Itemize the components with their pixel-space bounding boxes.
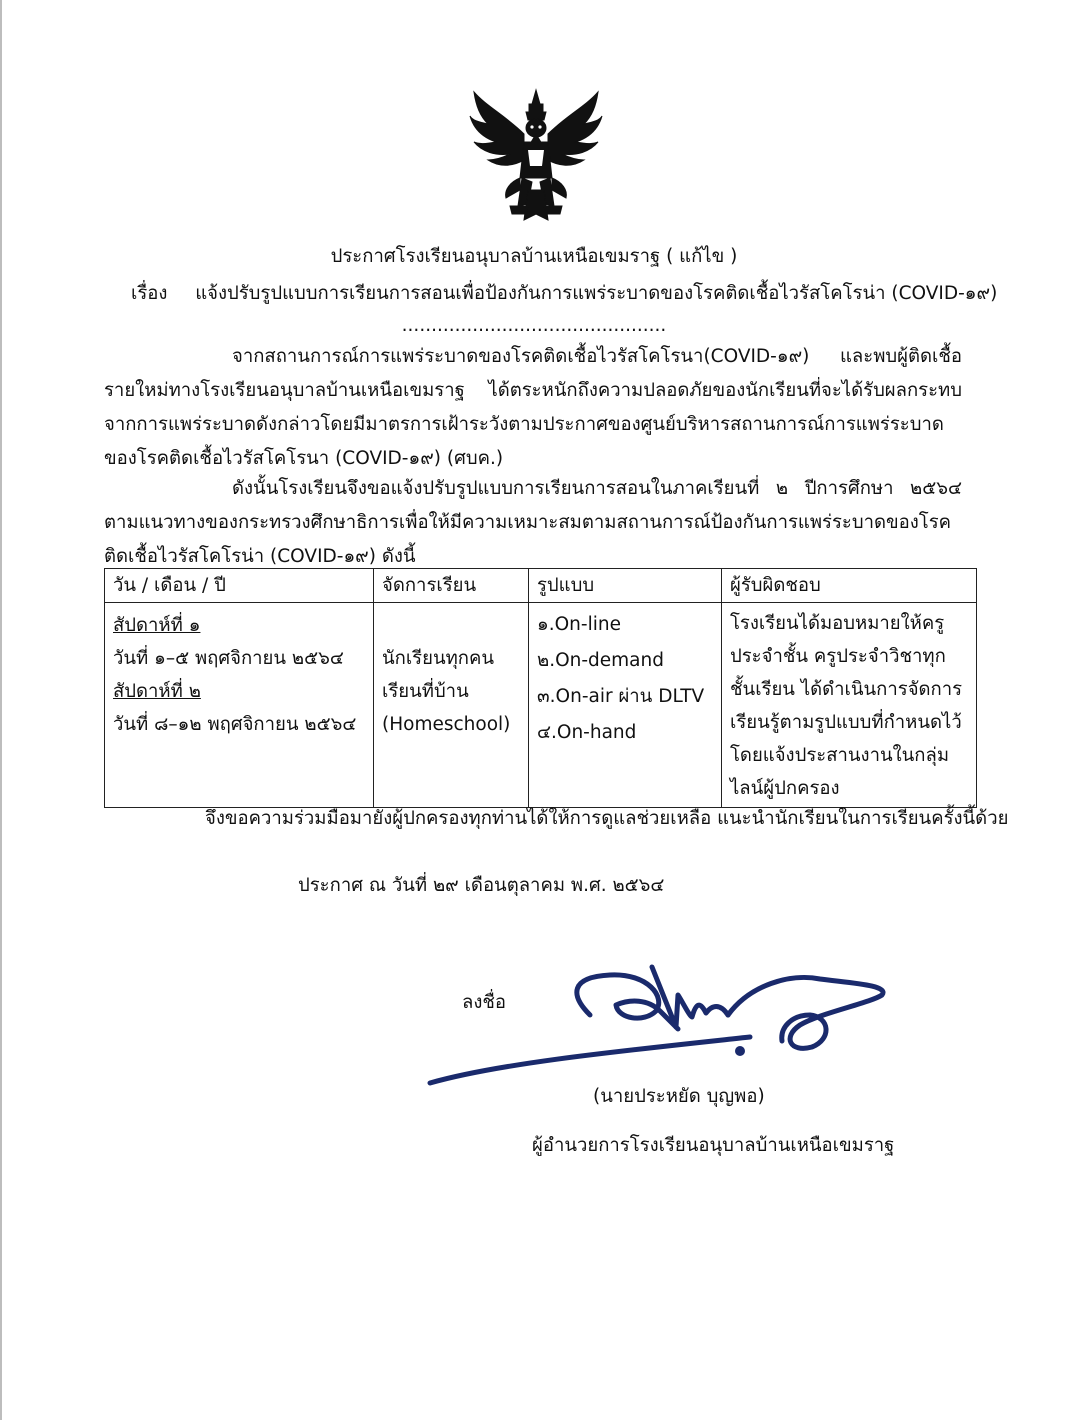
arrangement-line: เรียนที่บ้าน — [382, 681, 469, 702]
signature-scribble — [420, 955, 900, 1105]
format-item: ๑.On-line — [537, 614, 621, 635]
arrangement-line: (Homeschool) — [382, 714, 511, 735]
signatory-position: ผู้อำนวยการโรงเรียนอนุบาลบ้านเหนือเขมราฐ — [532, 1135, 895, 1156]
format-item: ๔.On-hand — [537, 722, 637, 743]
week2-label: สัปดาห์ที่ ๒ — [113, 681, 201, 702]
week2-range: วันที่ ๘–๑๒ พฤศจิกายน ๒๕๖๔ — [113, 714, 357, 735]
page-edge — [0, 0, 2, 1420]
sign-label: ลงชื่อ — [462, 992, 507, 1013]
closing-request: จึงขอความร่วมมือมายังผู้ปกครองทุกท่านได้ให้การดูแลช่วยเหลือ แนะนำนักเรียนในการเรียนครั้งนี้ด้วย — [205, 808, 1009, 829]
schedule-table — [104, 568, 977, 808]
responsible-line: ไลน์ผู้ปกครอง — [730, 778, 840, 799]
document-title: ประกาศโรงเรียนอนุบาลบ้านเหนือเขมราฐ ( แก้ไข ) — [330, 246, 738, 267]
arrangement-cell — [374, 603, 529, 808]
subject-line — [131, 281, 997, 307]
header-arrangement: จัดการเรียน — [374, 569, 529, 603]
responsible-line: โรงเรียนได้มอบหมายให้ครู — [730, 613, 945, 634]
responsible-line: เรียนรู้ตามรูปแบบที่กำหนดไว้ — [730, 712, 962, 733]
format-item: ๒.On-demand — [537, 650, 664, 671]
separator-dots: ............................................. — [401, 315, 667, 336]
responsible-line: โดยแจ้งประสานงานในกลุ่ม — [730, 745, 950, 766]
header-format: รูปแบบ — [529, 569, 722, 603]
week1-label: สัปดาห์ที่ ๑ — [113, 615, 201, 636]
week1-range: วันที่ ๑–๕ พฤศจิกายน ๒๕๖๔ — [113, 648, 344, 669]
header-date: วัน / เดือน / ปี — [105, 569, 374, 603]
signatory-name: (นายประหยัด บุญพอ) — [593, 1086, 765, 1107]
subject-text: แจ้งปรับรูปแบบการเรียนการสอนเพื่อป้องกันการแพร่ระบาดของโรคติดเชื้อไวรัสโคโรน่า (COVID-๑๙) — [195, 283, 998, 304]
paragraph-intro: จากสถานการณ์การแพร่ระบาดของโรคติดเชื้อไวรัสโคโรนา(COVID-๑๙) และพบผู้ติดเชื้อรายใหม่ทางโรงเรียนอนุบาลบ้านเหนือเขมราฐ ได้ตระหนักถึงความปลอดภัยของนักเรียนที่จะได้รับผลกระทบจากการแพร่ระบาดดังกล่าวโดยมีมาตรการเฝ้าระวังตามประกาศของศูนย์บริหารสถานการณ์การแพร่ระบาดของโรคติดเชื้อไวรัสโคโรนา (COVID-๑๙) (ศบค.) — [104, 346, 962, 469]
date-cell — [105, 603, 374, 808]
table-header-row — [105, 569, 977, 603]
responsible-line: ประจำชั้น ครูประจำวิชาทุก — [730, 646, 946, 667]
subject-label: เรื่อง — [131, 283, 168, 304]
arrangement-line: นักเรียนทุกคน — [382, 648, 495, 669]
header-responsible: ผู้รับผิดชอบ — [722, 569, 977, 603]
format-item: ๓.On-air ผ่าน DLTV — [537, 686, 705, 707]
paragraph-adjustment: ดังนั้นโรงเรียนจึงขอแจ้งปรับรูปแบบการเรียนการสอนในภาคเรียนที่ ๒ ปีการศึกษา ๒๕๖๔ ตามแนวทางของกระทรวงศึกษาธิการเพื่อให้มีความเหมาะสมตามสถานการณ์ป้องกันการแพร่ระบาดของโรคติดเชื้อไวรัสโคโรน่า (COVID-๑๙) ดังนี้ — [104, 478, 962, 567]
table-row — [105, 603, 977, 808]
announcement-date: ประกาศ ณ วันที่ ๒๙ เดือนตุลาคม พ.ศ. ๒๕๖๔ — [298, 875, 665, 896]
responsible-cell — [722, 603, 977, 808]
garuda-emblem-icon — [466, 86, 606, 226]
responsible-line: ชั้นเรียน ได้ดำเนินการจัดการ — [730, 679, 963, 700]
format-cell — [529, 603, 722, 808]
